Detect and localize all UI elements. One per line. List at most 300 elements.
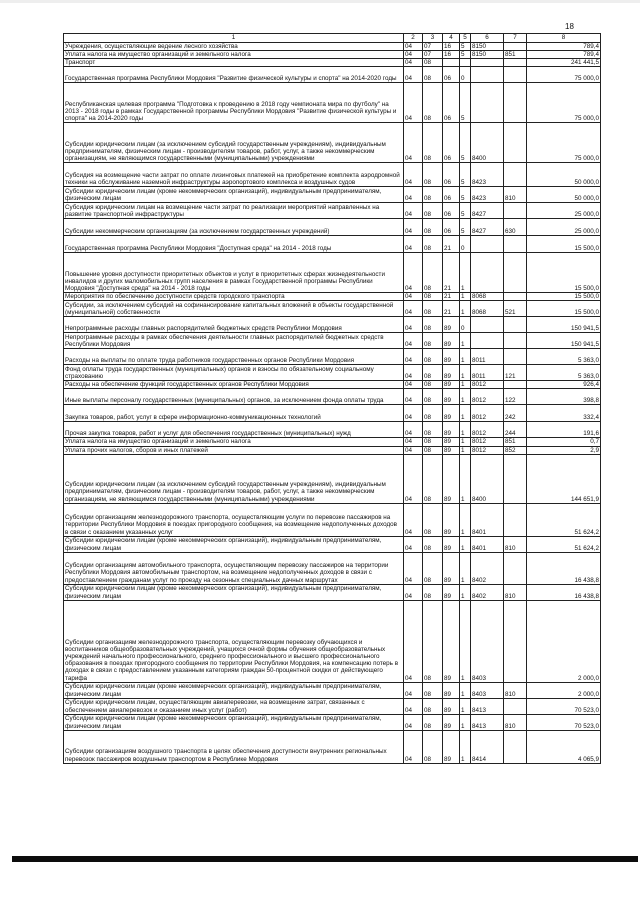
code-cell: 04 [404,454,423,503]
table-row [64,389,601,405]
code-cell: 21 [443,301,460,317]
code-cell: 06 [443,187,460,203]
code-cell: 89 [443,365,460,381]
code-cell: 04 [404,389,423,405]
code-cell: 04 [404,536,423,552]
column-header: 7 [504,34,527,43]
code-cell: 810 [504,584,527,600]
code-cell: 8012 [471,405,504,422]
row-name-cell: Уплата налога на имущество организаций и земельного налога [64,438,404,446]
code-cell: 04 [404,405,423,422]
code-cell: 121 [504,365,527,381]
code-cell: 04 [404,67,423,83]
amount-cell: 241 441,5 [527,59,601,67]
row-name-cell: Фонд оплаты труда государственных (муниципальных) органов и взносы по обязательному социальному страхованию [64,365,404,381]
code-cell: 04 [404,503,423,536]
code-cell [504,600,527,682]
code-cell: 8068 [471,293,504,301]
code-cell: 04 [404,584,423,600]
amount-cell: 25 000,0 [527,219,601,236]
code-cell: 04 [404,730,423,763]
code-cell [504,349,527,365]
code-cell: 1 [460,253,471,293]
table-row [64,438,601,446]
amount-cell: 75 000,0 [527,123,601,163]
code-cell: 16 [443,51,460,59]
code-cell: 89 [443,349,460,365]
table-row [64,59,601,67]
table-row [64,422,601,438]
code-cell [504,203,527,219]
table-row [64,293,601,301]
row-name-cell: Субсидии юридическим лицам (кроме некоммерческих организаций), индивидуальным предпринимателям, физическим лицам [64,584,404,600]
code-cell: 1 [460,333,471,349]
code-cell [504,83,527,123]
row-name-cell: Субсидии юридическим лицам (кроме некоммерческих организаций), индивидуальным предпринимателям, физическим лицам [64,536,404,552]
code-cell: 08 [423,698,443,714]
row-name-cell: Государственная программа Республики Мордовия "Развитие физической культуры и спорта" на 2014-2020 годы [64,67,404,83]
table-row [64,503,601,536]
row-name-cell: Субсидии, за исключением субсидий на софинансирование капитальных вложений в объекты государственной (муниципальной) собственности [64,301,404,317]
table-row [64,219,601,236]
code-cell: 04 [404,219,423,236]
amount-cell: 70 523,0 [527,714,601,730]
amount-cell: 51 624,2 [527,503,601,536]
amount-cell: 789,4 [527,43,601,51]
code-cell: 08 [423,123,443,163]
code-cell: 8403 [471,682,504,698]
table-row [64,584,601,600]
code-cell [471,333,504,349]
column-header: 6 [471,34,504,43]
code-cell: 244 [504,422,527,438]
code-cell: 1 [460,584,471,600]
scan-edge [0,0,640,3]
row-name-cell: Уплата налога на имущество организаций и земельного налога [64,51,404,59]
code-cell: 04 [404,349,423,365]
code-cell: 04 [404,203,423,219]
code-cell: 5 [460,203,471,219]
row-name-cell: Субсидии организациям железнодорожного транспорта, осуществляющим услуги по перевозке пассажиров на территории Республики Мордовия в поездах пригородного сообщения, на возмещение недополученных доходов в связи с оказанием указанных услуг [64,503,404,536]
row-name-cell: Непрограммные расходы в рамках обеспечения деятельности главных распорядителей бюджетных средств Республики Мордовия [64,333,404,349]
code-cell: 8150 [471,43,504,51]
code-cell: 21 [443,253,460,293]
code-cell: 08 [423,293,443,301]
row-name-cell: Субсидии юридическим лицам (за исключением субсидий государственным учреждениям), индивидуальным предпринимателям, физическим лицам - производителям товаров, работ, услуг, а также некоммерческим организациям, не являющимся государственными (муниципальными) учреждениями [64,123,404,163]
row-name-cell: Мероприятия по обеспечению доступности средств городского транспорта [64,293,404,301]
amount-cell: 398,8 [527,389,601,405]
code-cell: 89 [443,389,460,405]
code-cell: 8401 [471,536,504,552]
code-cell: 04 [404,365,423,381]
code-cell: 06 [443,83,460,123]
amount-cell: 332,4 [527,405,601,422]
code-cell: 8413 [471,714,504,730]
code-cell: 04 [404,381,423,389]
code-cell: 8423 [471,163,504,187]
column-header: 5 [460,34,471,43]
code-cell: 89 [443,714,460,730]
code-cell: 04 [404,552,423,584]
code-cell: 8150 [471,51,504,59]
amount-cell: 25 000,0 [527,203,601,219]
column-header: 8 [527,34,601,43]
code-cell [504,317,527,333]
code-cell: 1 [460,381,471,389]
table-row [64,730,601,763]
column-header: 2 [404,34,423,43]
row-name-cell: Субсидии юридическим лицам (за исключением субсидий государственным учреждениям), индивидуальным предпринимателям, физическим лицам - производителям товаров, работ, услуг, а также некоммерческим организациям, не являющимся государственными (муниципальными) учреждениями [64,454,404,503]
code-cell: 08 [423,236,443,253]
code-cell [504,67,527,83]
code-cell [504,552,527,584]
code-cell: 8012 [471,389,504,405]
amount-cell: 789,4 [527,51,601,59]
code-cell: 89 [443,422,460,438]
code-cell: 08 [423,389,443,405]
code-cell: 8413 [471,698,504,714]
code-cell [504,454,527,503]
code-cell: 521 [504,301,527,317]
code-cell: 8402 [471,584,504,600]
table-row [64,454,601,503]
code-cell: 5 [460,187,471,203]
table-row [64,253,601,293]
code-cell: 08 [423,405,443,422]
code-cell: 08 [423,59,443,67]
code-cell: 89 [443,446,460,454]
column-header: 1 [64,34,404,43]
code-cell: 89 [443,682,460,698]
amount-cell: 15 500,0 [527,301,601,317]
code-cell: 1 [460,446,471,454]
amount-cell: 926,4 [527,381,601,389]
code-cell: 08 [423,365,443,381]
code-cell: 8011 [471,365,504,381]
code-cell: 04 [404,236,423,253]
code-cell [504,698,527,714]
code-cell [471,67,504,83]
code-cell: 08 [423,536,443,552]
code-cell: 04 [404,293,423,301]
code-cell: 89 [443,600,460,682]
row-name-cell: Субсидии юридическим лицам (кроме некоммерческих организаций), индивидуальным предпринимателям, физическим лицам [64,187,404,203]
code-cell: 1 [460,682,471,698]
code-cell: 89 [443,333,460,349]
code-cell: 04 [404,698,423,714]
amount-cell: 5 363,0 [527,365,601,381]
table-row [64,43,601,51]
code-cell [471,83,504,123]
row-name-cell: Уплата прочих налогов, сборов и иных платежей [64,446,404,454]
row-name-cell: Субсидии некоммерческим организациям (за исключением государственных учреждений) [64,219,404,236]
code-cell: 89 [443,317,460,333]
code-cell: 852 [504,446,527,454]
code-cell: 21 [443,236,460,253]
code-cell: 1 [460,422,471,438]
code-cell: 1 [460,293,471,301]
code-cell: 06 [443,123,460,163]
code-cell: 8012 [471,446,504,454]
code-cell [504,381,527,389]
code-cell: 08 [423,333,443,349]
amount-cell: 51 624,2 [527,536,601,552]
code-cell: 04 [404,59,423,67]
code-cell: 08 [423,438,443,446]
code-cell: 1 [460,698,471,714]
code-cell: 0 [460,67,471,83]
row-name-cell: Закупка товаров, работ, услуг в сфере информационно-коммуникационных технологий [64,405,404,422]
table-row [64,123,601,163]
row-name-cell: Прочая закупка товаров, работ и услуг для обеспечения государственных (муниципальных) нужд [64,422,404,438]
code-cell: 1 [460,365,471,381]
code-cell [504,730,527,763]
table-row [64,682,601,698]
amount-cell: 75 000,0 [527,67,601,83]
table-row [64,446,601,454]
code-cell: 04 [404,333,423,349]
code-cell: 89 [443,584,460,600]
code-cell: 08 [423,349,443,365]
code-cell: 04 [404,43,423,51]
code-cell: 810 [504,682,527,698]
code-cell: 1 [460,301,471,317]
amount-cell: 50 000,0 [527,163,601,187]
code-cell: 851 [504,438,527,446]
code-cell: 1 [460,405,471,422]
code-cell: 08 [423,67,443,83]
code-cell [504,333,527,349]
code-cell: 8012 [471,438,504,446]
code-cell: 242 [504,405,527,422]
budget-table [63,33,601,764]
code-cell [460,59,471,67]
row-name-cell: Расходы на выплаты по оплате труда работников государственных органов Республики Мордовия [64,349,404,365]
amount-cell: 15 500,0 [527,236,601,253]
code-cell: 851 [504,51,527,59]
code-cell: 04 [404,317,423,333]
code-cell: 04 [404,714,423,730]
code-cell: 1 [460,454,471,503]
row-name-cell: Непрограммные расходы главных распорядителей бюджетных средств Республики Мордовия [64,317,404,333]
row-name-cell: Учреждения, осуществляющие ведение лесного хозяйства [64,43,404,51]
code-cell: 810 [504,536,527,552]
code-cell: 8403 [471,600,504,682]
code-cell [471,317,504,333]
code-cell: 08 [423,301,443,317]
code-cell: 04 [404,438,423,446]
code-cell: 8427 [471,203,504,219]
row-name-cell: Республиканская целевая программа "Подготовка к проведению в 2018 году чемпионата мира по футболу" на 2013 - 2018 годы в рамках Государственной программы Республики Мордовия "Развитие физической культуры и спорта" на 2014-2020 годы [64,83,404,123]
amount-cell: 75 000,0 [527,83,601,123]
code-cell: 5 [460,123,471,163]
table-row [64,187,601,203]
code-cell: 1 [460,552,471,584]
amount-cell: 0,7 [527,438,601,446]
code-cell: 89 [443,503,460,536]
code-cell: 8012 [471,422,504,438]
code-cell: 08 [423,381,443,389]
code-cell: 06 [443,163,460,187]
page-number: 18 [565,22,574,31]
code-cell: 08 [423,203,443,219]
code-cell: 5 [460,163,471,187]
code-cell: 08 [423,454,443,503]
row-name-cell: Субсидии юридическим лицам (кроме некоммерческих организаций), индивидуальным предпринимателям, физическим лицам [64,682,404,698]
code-cell: 08 [423,600,443,682]
code-cell: 08 [423,187,443,203]
amount-cell: 16 438,8 [527,552,601,584]
code-cell [443,59,460,67]
row-name-cell: Субсидии организациям воздушного транспорта в целях обеспечения доступности внутренних региональных перевозок пассажиров воздушным транспортом в Республике Мордовия [64,730,404,763]
code-cell: 1 [460,714,471,730]
table-row [64,67,601,83]
code-cell: 810 [504,714,527,730]
row-name-cell: Субсидия на возмещение части затрат по оплате лизинговых платежей на приобретение комплекта аэродромной техники на обслуживание наземной инфраструктуры аэропортового комплекса и воздушных судов [64,163,404,187]
code-cell: 21 [443,293,460,301]
code-cell: 06 [443,67,460,83]
code-cell [504,236,527,253]
code-cell: 1 [460,536,471,552]
code-cell: 89 [443,552,460,584]
code-cell: 08 [423,552,443,584]
code-cell: 89 [443,438,460,446]
code-cell: 8012 [471,381,504,389]
code-cell [471,253,504,293]
row-name-cell: Субсидии юридическим лицам (кроме некоммерческих организаций), индивидуальным предпринимателям, физическим лицам [64,714,404,730]
row-name-cell: Повышение уровня доступности приоритетных объектов и услуг в приоритетных сферах жизнедеятельности инвалидов и других маломобильных групп населения в рамках Государственной программы Республики Мордовия "Доступная среда" на 2014 - 2018 годы [64,253,404,293]
amount-cell: 150 941,5 [527,317,601,333]
code-cell: 8402 [471,552,504,584]
row-name-cell: Транспорт [64,59,404,67]
code-cell [504,43,527,51]
table-row [64,536,601,552]
code-cell: 08 [423,503,443,536]
code-cell: 8427 [471,219,504,236]
code-cell: 04 [404,83,423,123]
code-cell: 5 [460,219,471,236]
table-row [64,349,601,365]
code-cell: 8068 [471,301,504,317]
code-cell: 04 [404,187,423,203]
table-row [64,365,601,381]
code-cell: 1 [460,389,471,405]
amount-cell: 5 363,0 [527,349,601,365]
table-row [64,83,601,123]
code-cell: 810 [504,187,527,203]
code-cell: 89 [443,536,460,552]
code-cell: 04 [404,123,423,163]
code-cell: 08 [423,584,443,600]
code-cell [504,59,527,67]
scan-bottom-edge [12,856,638,862]
row-name-cell: Иные выплаты персоналу государственных (муниципальных) органов, за исключением фонда оплаты труда [64,389,404,405]
row-name-cell: Субсидии организациям автомобильного транспорта, осуществляющим перевозку пассажиров на территории Республики Мордовия автомобильным транспортом, на возмещение недополученных доходов в связи с предоставлением гражданам услуг по проезду на сезонных специальных дачных маршрутах [64,552,404,584]
code-cell [504,293,527,301]
amount-cell: 2,9 [527,446,601,454]
row-name-cell: Субсидии юридическим лицам, осуществляющим авиаперевозки, на возмещение затрат, связанных с обеспечением авиаперевозок и оказанием иных услуг (работ) [64,698,404,714]
row-name-cell: Субсидия юридическим лицам на возмещение части затрат по реализации мероприятий направленных на развитие транспортной инфраструктуры [64,203,404,219]
code-cell: 04 [404,301,423,317]
code-cell [504,123,527,163]
code-cell: 08 [423,446,443,454]
code-cell: 07 [423,43,443,51]
table-row [64,163,601,187]
code-cell: 1 [460,438,471,446]
code-cell: 04 [404,51,423,59]
table-row [64,552,601,584]
amount-cell: 15 500,0 [527,253,601,293]
amount-cell: 16 438,8 [527,584,601,600]
row-name-cell: Расходы на обеспечение функций государственных органов Республики Мордовия [64,381,404,389]
code-cell: 08 [423,682,443,698]
code-cell: 5 [460,43,471,51]
code-cell: 630 [504,219,527,236]
table-row [64,405,601,422]
row-name-cell: Субсидии организациям железнодорожного транспорта, осуществляющим перевозку обучающихся и воспитанников общеобразовательных учреждений, учащихся очной формы обучения общеобразовательных учреждений начального профессионального, среднего профессионального и высшего профессионального образования в поездах пригородного сообщения по территории Республики Мордовия, на компенсацию потерь в доходах в связи с предоставлением указанным категориям граждан 50-процентной скидки от действующего тарифа [64,600,404,682]
code-cell: 89 [443,405,460,422]
amount-cell: 70 523,0 [527,698,601,714]
code-cell: 89 [443,381,460,389]
code-cell [504,253,527,293]
table-row [64,51,601,59]
code-cell [504,163,527,187]
row-name-cell: Государственная программа Республики Мордовия "Доступная среда" на 2014 - 2018 годы [64,236,404,253]
code-cell: 1 [460,730,471,763]
code-cell: 04 [404,600,423,682]
code-cell: 07 [423,51,443,59]
amount-cell: 191,6 [527,422,601,438]
amount-cell: 2 000,0 [527,600,601,682]
code-cell: 0 [460,236,471,253]
amount-cell: 150 941,5 [527,333,601,349]
code-cell: 89 [443,454,460,503]
code-cell: 08 [423,317,443,333]
table-row [64,698,601,714]
code-cell: 04 [404,446,423,454]
code-cell: 08 [423,219,443,236]
amount-cell: 50 000,0 [527,187,601,203]
code-cell [471,59,504,67]
code-cell: 1 [460,349,471,365]
code-cell: 06 [443,203,460,219]
code-cell: 8400 [471,123,504,163]
amount-cell: 2 000,0 [527,682,601,698]
code-cell: 08 [423,83,443,123]
code-cell: 04 [404,253,423,293]
code-cell: 8423 [471,187,504,203]
table-row [64,236,601,253]
column-header: 4 [443,34,460,43]
code-cell: 04 [404,422,423,438]
table-row [64,203,601,219]
code-cell: 122 [504,389,527,405]
table-row [64,317,601,333]
code-cell: 5 [460,83,471,123]
table-row [64,381,601,389]
code-cell: 8414 [471,730,504,763]
code-cell: 06 [443,219,460,236]
code-cell: 16 [443,43,460,51]
code-cell: 5 [460,51,471,59]
column-header: 3 [423,34,443,43]
table-row [64,333,601,349]
code-cell: 04 [404,163,423,187]
amount-cell: 144 651,9 [527,454,601,503]
table-header-row [64,34,601,43]
code-cell: 8011 [471,349,504,365]
code-cell [471,236,504,253]
